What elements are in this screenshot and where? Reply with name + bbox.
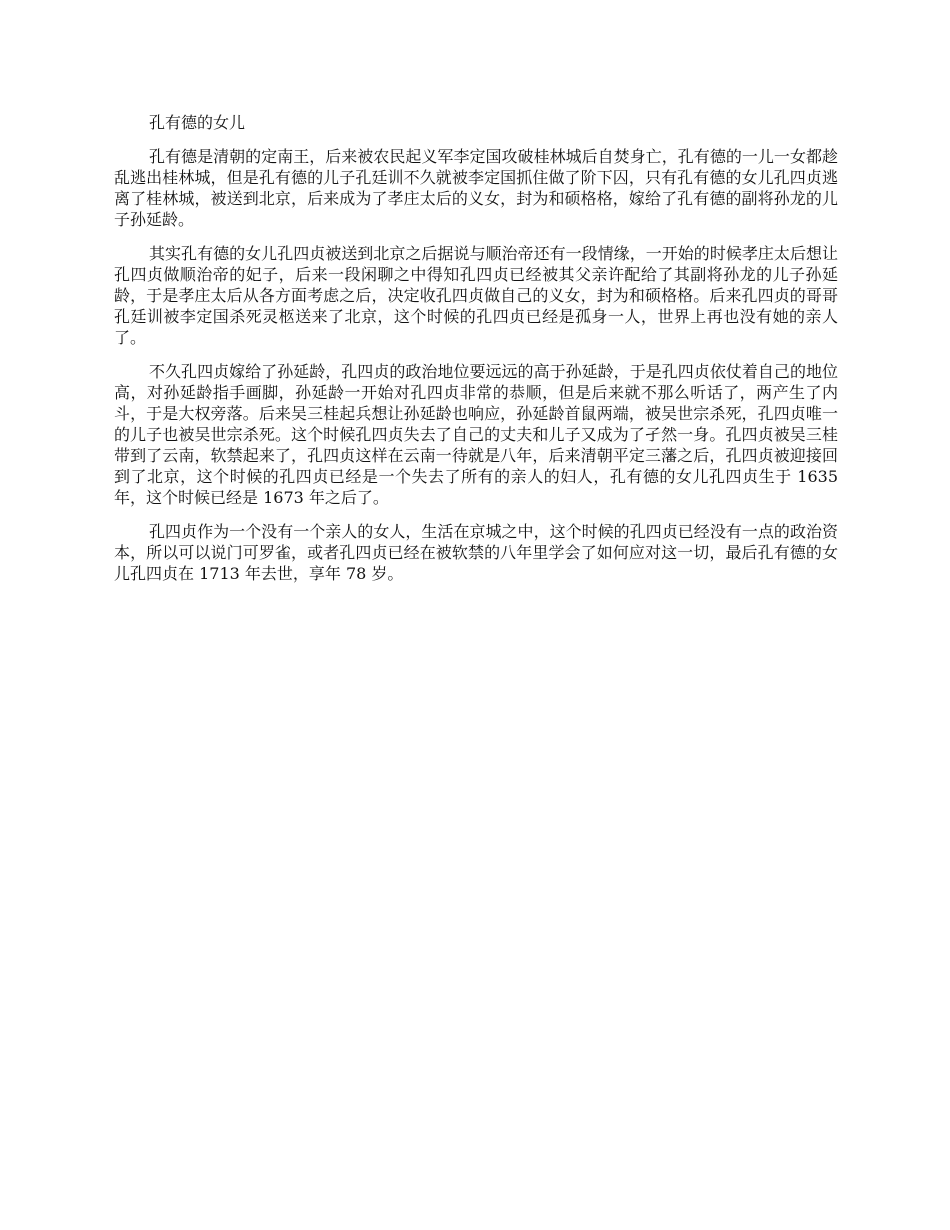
paragraph-1: 孔有德是清朝的定南王，后来被农民起义军李定国攻破桂林城后自焚身亡，孔有德的一儿一女都趁乱逃出桂林城，但是孔有德的儿子孔廷训不久就被李定国抓住做了阶下囚，只有孔有德的女儿孔四贞逃离了桂林城，被送到北京，后来成为了孝庄太后的义女，封为和硕格格，嫁给了孔有德的副将孙龙的儿子孙延龄。 xyxy=(114,147,838,229)
document-title: 孔有德的女儿 xyxy=(149,113,246,132)
paragraph-4: 孔四贞作为一个没有一个亲人的女人，生活在京城之中，这个时候的孔四贞已经没有一点的政治资本，所以可以说门可罗雀，或者孔四贞已经在被软禁的八年里学会了如何应对这一切，最后孔有德的女儿孔四贞在 1713 年去世，享年 78 岁。 xyxy=(114,522,838,583)
paragraph-2: 其实孔有德的女儿孔四贞被送到北京之后据说与顺治帝还有一段情缘，一开始的时候孝庄太后想让孔四贞做顺治帝的妃子，后来一段闲聊之中得知孔四贞已经被其父亲许配给了其副将孙龙的儿子孙延龄，于是孝庄太后从各方面考虑之后，决定收孔四贞做自己的义女，封为和硕格格。后来孔四贞的哥哥孔廷训被李定国杀死灵柩送来了北京，这个时候的孔四贞已经是孤身一人，世界上再也没有她的亲人了。 xyxy=(114,244,838,347)
paragraph-3: 不久孔四贞嫁给了孙延龄，孔四贞的政治地位要远远的高于孙延龄，于是孔四贞依仗着自己的地位高，对孙延龄指手画脚，孙延龄一开始对孔四贞非常的恭顺，但是后来就不那么听话了，两产生了内斗，于是大权旁落。后来吴三桂起兵想让孙延龄也响应，孙延龄首鼠两端，被吴世宗杀死，孔四贞唯一的儿子也被吴世宗杀死。这个时候孔四贞失去了自己的丈夫和儿子又成为了孑然一身。孔四贞被吴三桂带到了云南，软禁起来了，孔四贞这样在云南一待就是八年，后来清朝平定三藩之后，孔四贞被迎接回到了北京，这个时候的孔四贞已经是一个失去了所有的亲人的妇人，孔有德的女儿孔四贞生于 1635 年，这个时候已经是 1673 年之后了。 xyxy=(114,362,838,507)
document-page xyxy=(114,112,838,597)
